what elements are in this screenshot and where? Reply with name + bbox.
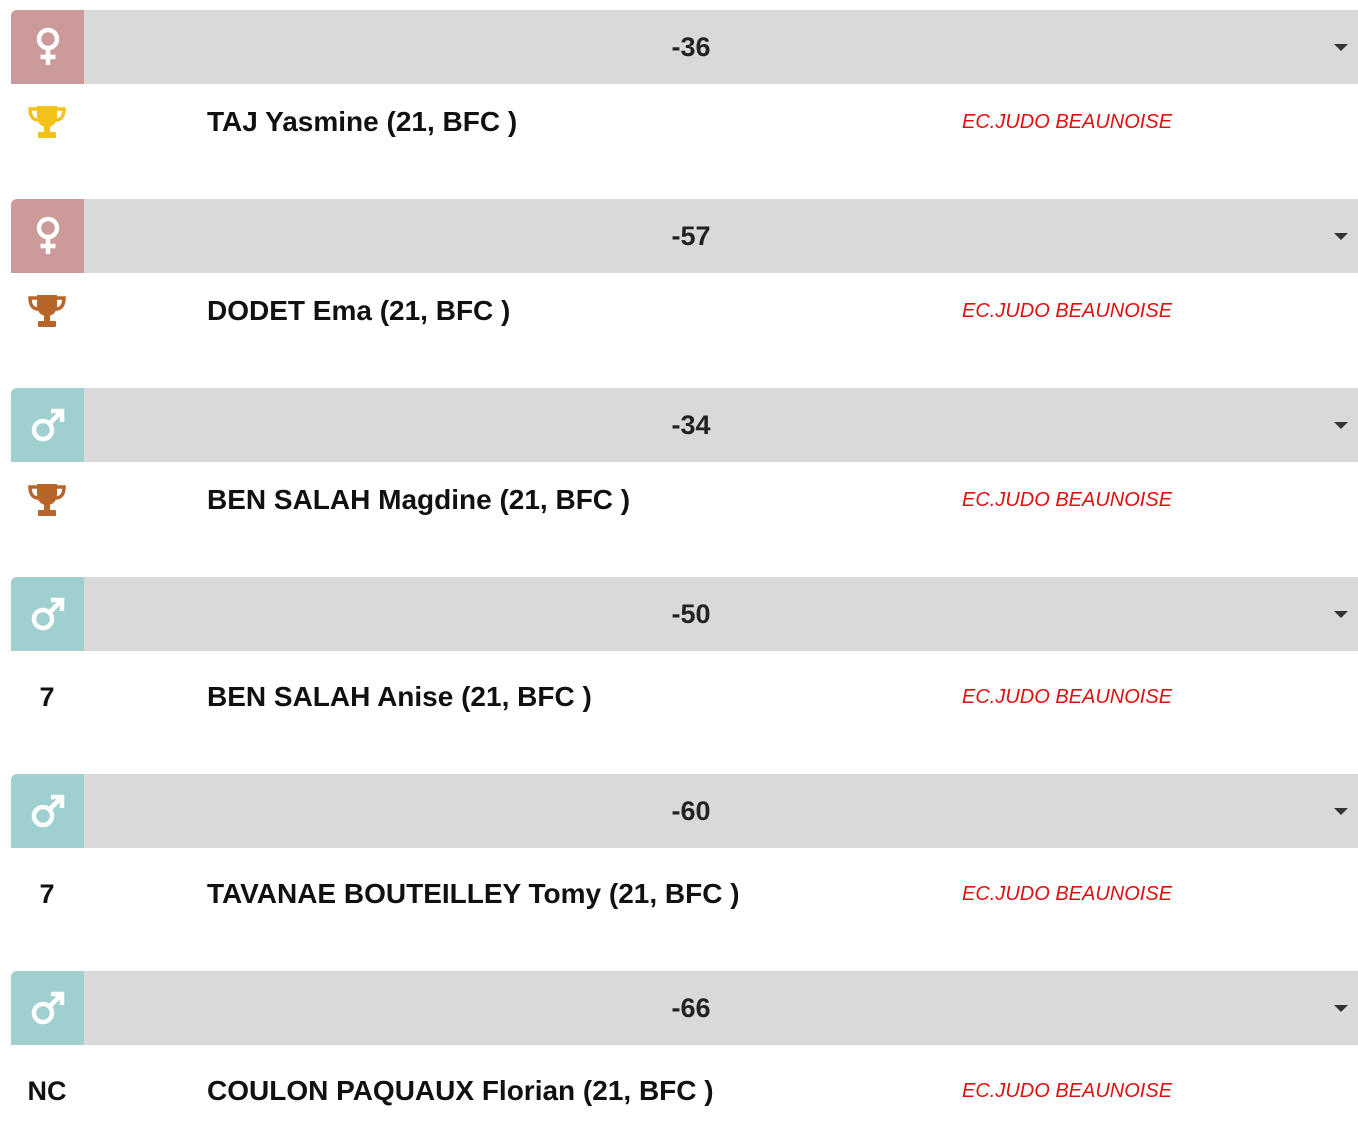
athlete-name: BEN SALAH Anise (21, BFC ) [207,681,592,712]
category-title: -34 [671,410,711,440]
club-name: EC.JUDO BEAUNOISE [962,111,1173,133]
male-icon [30,407,66,443]
female-icon [33,215,63,257]
chevron-down-icon[interactable] [1334,808,1348,815]
gender-box [11,388,84,462]
gender-box [11,10,84,84]
club-name: EC.JUDO BEAUNOISE [962,489,1173,511]
category-title: -57 [671,221,711,251]
rank-text: 7 [39,878,55,909]
club-name: EC.JUDO BEAUNOISE [962,686,1173,708]
club-name: EC.JUDO BEAUNOISE [962,883,1173,905]
bronze-trophy-icon [27,482,67,518]
result-row [0,667,1358,727]
category-header[interactable] [11,577,1358,651]
chevron-down-icon[interactable] [1334,1005,1348,1012]
rank-cell [22,470,72,530]
category-header[interactable] [11,971,1358,1045]
rank-cell [22,92,72,152]
chevron-down-icon[interactable] [1334,44,1348,51]
chevron-down-icon[interactable] [1334,422,1348,429]
result-row [0,92,1358,152]
category-title: -66 [671,993,711,1023]
athlete-name: TAVANAE BOUTEILLEY Tomy (21, BFC ) [207,878,740,909]
male-icon [30,596,66,632]
chevron-down-icon[interactable] [1334,233,1348,240]
male-icon [30,990,66,1026]
result-row [0,281,1358,341]
club-name: EC.JUDO BEAUNOISE [962,300,1173,322]
chevron-down-icon[interactable] [1334,611,1348,618]
bronze-trophy-icon [27,293,67,329]
male-icon [30,793,66,829]
athlete-name: BEN SALAH Magdine (21, BFC ) [207,484,631,515]
rank-text: 7 [39,681,55,712]
result-row [0,1061,1358,1121]
athlete-name: COULON PAQUAUX Florian (21, BFC ) [207,1075,714,1106]
category-header[interactable] [11,10,1358,84]
category-title: -60 [671,796,711,826]
category-title: -50 [671,599,711,629]
gold-trophy-icon [27,104,67,140]
category-title: -36 [671,32,711,62]
gender-box [11,971,84,1045]
rank-cell [22,281,72,341]
gender-box [11,199,84,273]
gender-box [11,577,84,651]
gender-box [11,774,84,848]
result-row [0,470,1358,530]
category-header[interactable] [11,199,1358,273]
result-row [0,864,1358,924]
athlete-name: TAJ Yasmine (21, BFC ) [207,106,518,137]
category-header[interactable] [11,774,1358,848]
category-header[interactable] [11,388,1358,462]
female-icon [33,26,63,68]
club-name: EC.JUDO BEAUNOISE [962,1080,1173,1102]
rank-text: NC [27,1075,67,1106]
athlete-name: DODET Ema (21, BFC ) [207,295,511,326]
